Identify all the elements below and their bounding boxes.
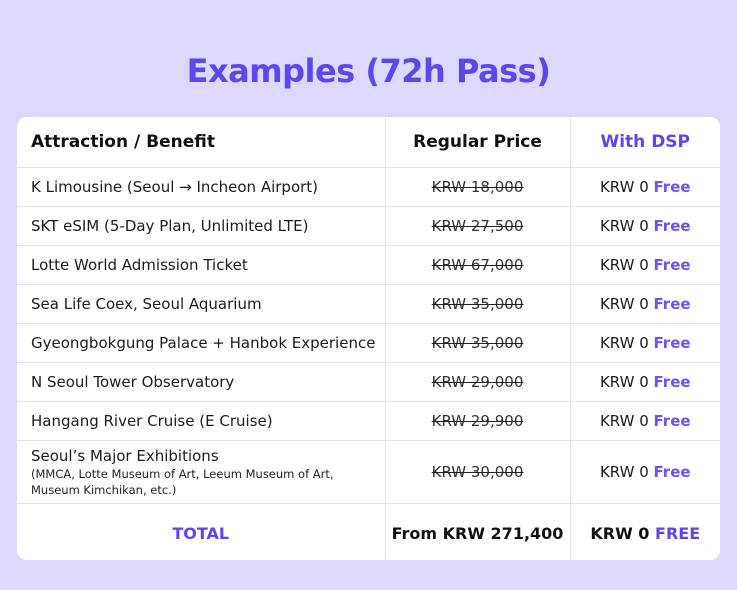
regular-price-cell — [385, 402, 570, 441]
dsp-price: KRW 0 — [599, 334, 649, 352]
dsp-price-cell — [570, 324, 720, 363]
total-label: TOTAL — [17, 504, 385, 561]
dsp-price-cell — [570, 402, 720, 441]
attraction-name: N Seoul Tower Observatory — [17, 363, 385, 402]
dsp-price: KRW 0 — [599, 412, 649, 430]
dsp-price-cell — [570, 168, 720, 207]
free-tag: Free — [653, 256, 691, 274]
attraction-name: K Limousine (Seoul → Incheon Airport) — [17, 168, 385, 207]
dsp-price-cell — [570, 441, 720, 504]
header-attraction: Attraction / Benefit — [31, 132, 215, 152]
table-row — [17, 324, 720, 363]
free-tag: Free — [653, 412, 691, 430]
dsp-price: KRW 0 — [599, 217, 649, 235]
table-row — [17, 441, 720, 504]
dsp-price-cell — [570, 246, 720, 285]
regular-price-cell — [385, 285, 570, 324]
attraction-name: Sea Life Coex, Seoul Aquarium — [17, 285, 385, 324]
attraction-name-cell — [17, 441, 385, 504]
regular-price-cell — [385, 246, 570, 285]
dsp-price: KRW 0 — [599, 256, 649, 274]
free-tag: Free — [653, 463, 691, 481]
regular-price: KRW 29,900 — [431, 412, 524, 430]
table-row — [17, 363, 720, 402]
dsp-price-cell — [570, 285, 720, 324]
table-row — [17, 402, 720, 441]
pricing-table — [17, 117, 720, 560]
total-dsp-price: KRW 0 — [590, 523, 650, 543]
regular-price: KRW 35,000 — [431, 295, 524, 313]
attraction-name: Seoul’s Major Exhibitions — [31, 447, 219, 465]
regular-price: KRW 67,000 — [431, 256, 524, 274]
table-row — [17, 246, 720, 285]
dsp-price-cell — [570, 207, 720, 246]
total-row — [17, 504, 720, 561]
regular-price-cell — [385, 324, 570, 363]
dsp-price: KRW 0 — [599, 178, 649, 196]
table-row — [17, 285, 720, 324]
dsp-price: KRW 0 — [599, 463, 649, 481]
regular-price: KRW 35,000 — [431, 334, 524, 352]
header-with-dsp: With DSP — [570, 117, 720, 168]
regular-price-cell — [385, 363, 570, 402]
free-tag: Free — [653, 373, 691, 391]
regular-price-cell — [385, 168, 570, 207]
free-tag: Free — [653, 178, 691, 196]
regular-price: KRW 27,500 — [431, 217, 524, 235]
attraction-name: SKT eSIM (5-Day Plan, Unlimited LTE) — [17, 207, 385, 246]
total-free-tag: FREE — [655, 523, 701, 543]
dsp-price: KRW 0 — [599, 295, 649, 313]
table-header-row — [17, 117, 720, 168]
free-tag: Free — [653, 217, 691, 235]
header-regular-price: Regular Price — [385, 117, 570, 168]
total-dsp-cell — [570, 504, 720, 561]
regular-price: KRW 18,000 — [431, 178, 524, 196]
attraction-name: Gyeongbokgung Palace + Hanbok Experience — [17, 324, 385, 363]
table-row — [17, 207, 720, 246]
regular-price-cell — [385, 441, 570, 504]
regular-price: KRW 30,000 — [431, 463, 524, 481]
dsp-price: KRW 0 — [599, 373, 649, 391]
attraction-name: Hangang River Cruise (E Cruise) — [17, 402, 385, 441]
dsp-price-cell — [570, 363, 720, 402]
attraction-subtext: (MMCA, Lotte Museum of Art, Leeum Museum of Art, Museum Kimchikan, etc.) — [31, 467, 334, 497]
free-tag: Free — [653, 295, 691, 313]
page-title: Examples (72h Pass) — [186, 52, 551, 90]
regular-price: KRW 29,000 — [431, 373, 524, 391]
free-tag: Free — [653, 334, 691, 352]
attraction-name: Lotte World Admission Ticket — [17, 246, 385, 285]
table-row — [17, 168, 720, 207]
regular-price-cell — [385, 207, 570, 246]
total-regular-price: From KRW 271,400 — [385, 504, 570, 561]
pricing-table-card — [17, 117, 720, 560]
